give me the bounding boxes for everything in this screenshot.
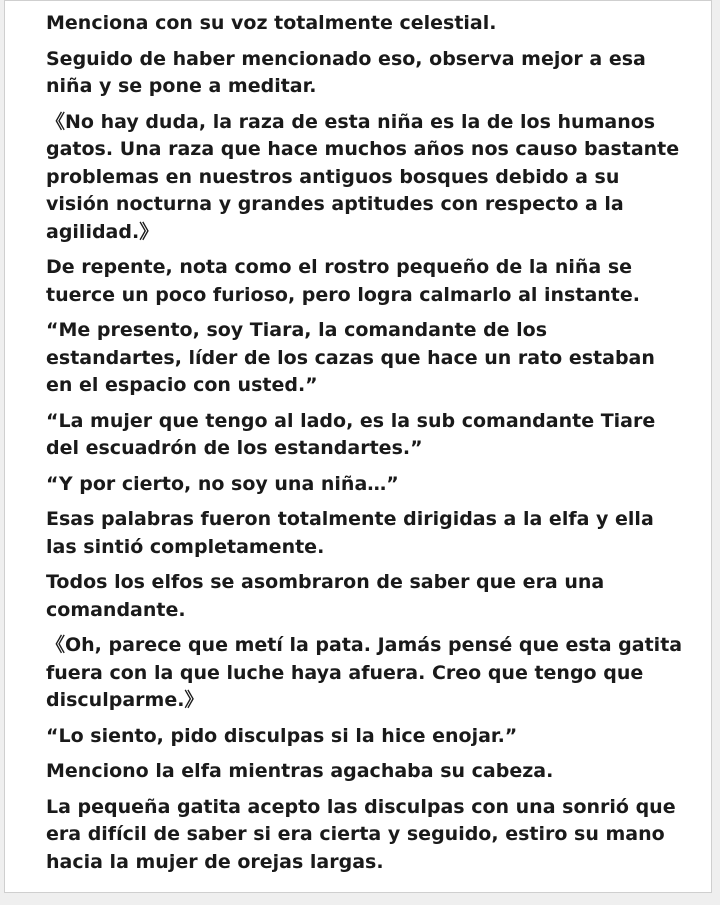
paragraph: Todos los elfos se asombraron de saber que era una comandante.	[46, 571, 605, 621]
paragraph: Menciona con su voz totalmente celestial.	[46, 12, 497, 34]
paragraph: Seguido de haber mencionado eso, observa mejor a esa niña y se pone a meditar.	[46, 47, 646, 97]
paragraph: 《Oh, parece que metí la pata. Jamás pensé que esta gatita fuera con la que luche haya afuera. Creo que tengo que disculparme.》	[46, 634, 683, 711]
paragraph: Esas palabras fueron totalmente dirigidas a la elfa y ella las sintió completamente.	[46, 508, 654, 558]
document-body	[46, 10, 686, 884]
paragraph: Menciono la elfa mientras agachaba su cabeza.	[46, 760, 554, 782]
paragraph: “Lo siento, pido disculpas si la hice enojar.”	[46, 724, 518, 747]
paragraph: “Y por cierto, no soy una niña…”	[46, 472, 399, 495]
paragraph: De repente, nota como el rostro pequeño de la niña se tuerce un poco furioso, pero logra calmarlo al instante.	[46, 256, 640, 306]
document-page	[4, 0, 712, 893]
paragraph: “La mujer que tengo al lado, es la sub comandante Tiare del escuadrón de los estandartes.”	[46, 409, 656, 459]
paragraph: 《No hay duda, la raza de esta niña es la de los humanos gatos. Una raza que hace muchos años nos causo bastante problemas en nuestros antiguos bosques debido a su visión nocturna y grandes aptitudes con respecto a la agilidad.》	[46, 110, 680, 243]
paragraph: “Me presento, soy Tiara, la comandante de los estandartes, líder de los cazas que hace un rato estaban en el espacio con usted.”	[46, 319, 655, 396]
paragraph: La pequeña gatita acepto las disculpas con una sonrió que era difícil de saber si era cierta y seguido, estiro su mano hacia la mujer de orejas largas.	[46, 795, 676, 873]
